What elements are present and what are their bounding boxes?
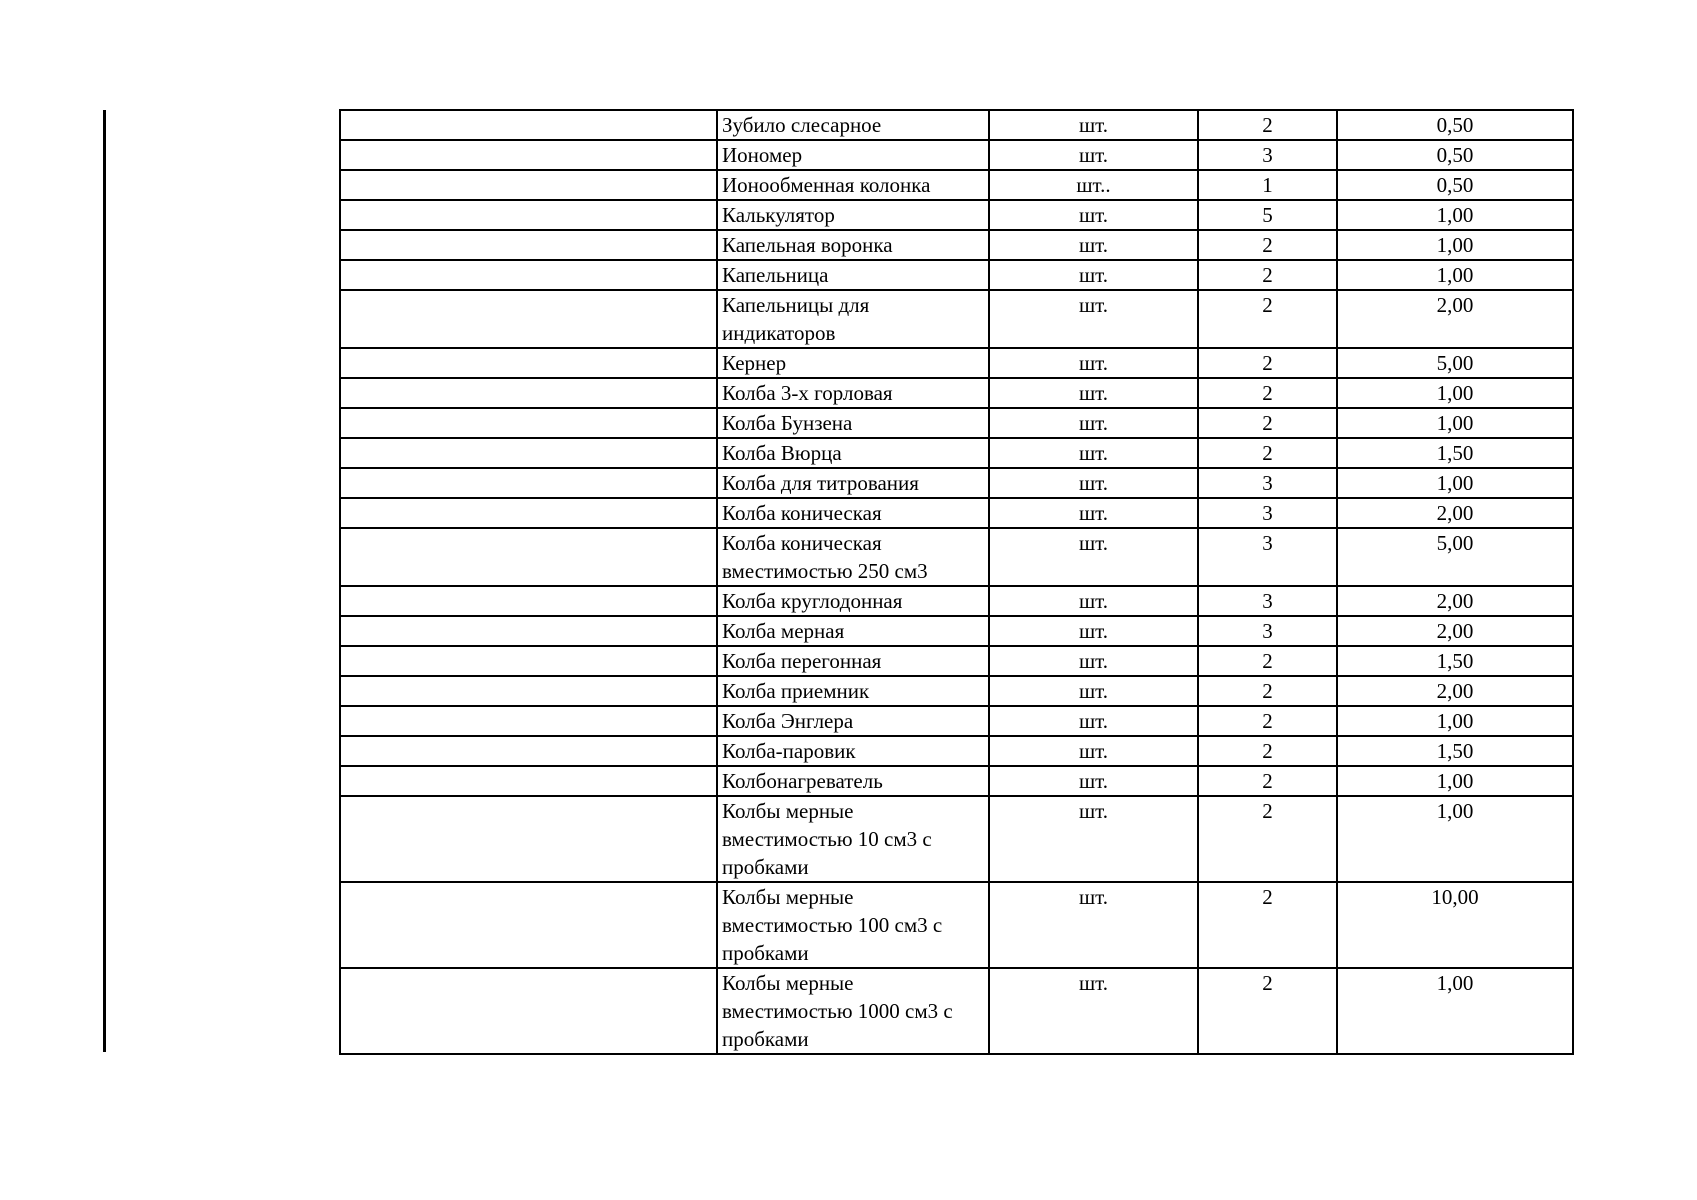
value-cell: 0,50 — [1337, 110, 1573, 140]
quantity-cell: 5 — [1198, 200, 1337, 230]
blank-cell — [340, 378, 717, 408]
quantity-cell: 3 — [1198, 586, 1337, 616]
unit-cell: шт. — [989, 408, 1198, 438]
blank-cell — [340, 968, 717, 1054]
unit-cell: шт. — [989, 290, 1198, 348]
quantity-cell: 2 — [1198, 796, 1337, 882]
value-cell: 1,00 — [1337, 230, 1573, 260]
value-cell: 5,00 — [1337, 348, 1573, 378]
quantity-cell: 2 — [1198, 736, 1337, 766]
quantity-cell: 2 — [1198, 230, 1337, 260]
blank-cell — [340, 170, 717, 200]
quantity-cell: 2 — [1198, 968, 1337, 1054]
table-row — [340, 586, 1573, 616]
unit-cell: шт. — [989, 498, 1198, 528]
table-row — [340, 968, 1573, 1054]
blank-cell — [340, 260, 717, 290]
item-name-cell: Колбы мерные вместимостью 1000 см3 с пробками — [717, 968, 989, 1054]
value-cell: 0,50 — [1337, 170, 1573, 200]
value-cell: 1,50 — [1337, 438, 1573, 468]
quantity-cell: 2 — [1198, 378, 1337, 408]
item-name-cell: Калькулятор — [717, 200, 989, 230]
table-row — [340, 528, 1573, 586]
table-row — [340, 348, 1573, 378]
item-name-cell: Колба Вюрца — [717, 438, 989, 468]
quantity-cell: 3 — [1198, 468, 1337, 498]
value-cell: 10,00 — [1337, 882, 1573, 968]
value-cell: 1,00 — [1337, 796, 1573, 882]
table-row — [340, 438, 1573, 468]
unit-cell: шт. — [989, 736, 1198, 766]
table-row — [340, 498, 1573, 528]
unit-cell: шт. — [989, 766, 1198, 796]
item-name-cell: Колбонагреватель — [717, 766, 989, 796]
quantity-cell: 2 — [1198, 110, 1337, 140]
blank-cell — [340, 140, 717, 170]
unit-cell: шт. — [989, 200, 1198, 230]
item-name-cell: Зубило слесарное — [717, 110, 989, 140]
item-name-cell: Колба коническая — [717, 498, 989, 528]
blank-cell — [340, 646, 717, 676]
item-name-cell: Колба 3-х горловая — [717, 378, 989, 408]
item-name-cell: Кернер — [717, 348, 989, 378]
equipment-table-body — [340, 110, 1573, 1054]
table-row — [340, 706, 1573, 736]
quantity-cell: 2 — [1198, 706, 1337, 736]
item-name-cell: Колба приемник — [717, 676, 989, 706]
blank-cell — [340, 766, 717, 796]
quantity-cell: 2 — [1198, 348, 1337, 378]
table-row — [340, 408, 1573, 438]
value-cell: 1,00 — [1337, 468, 1573, 498]
value-cell: 1,00 — [1337, 408, 1573, 438]
table-row — [340, 736, 1573, 766]
unit-cell: шт. — [989, 260, 1198, 290]
value-cell: 1,00 — [1337, 766, 1573, 796]
unit-cell: шт. — [989, 378, 1198, 408]
blank-cell — [340, 528, 717, 586]
blank-cell — [340, 706, 717, 736]
unit-cell: шт. — [989, 676, 1198, 706]
blank-cell — [340, 230, 717, 260]
value-cell: 1,00 — [1337, 968, 1573, 1054]
unit-cell: шт. — [989, 646, 1198, 676]
unit-cell: шт. — [989, 882, 1198, 968]
quantity-cell: 2 — [1198, 766, 1337, 796]
value-cell: 2,00 — [1337, 586, 1573, 616]
unit-cell: шт. — [989, 110, 1198, 140]
table-row — [340, 260, 1573, 290]
unit-cell: шт. — [989, 706, 1198, 736]
table-row — [340, 378, 1573, 408]
value-cell: 1,00 — [1337, 706, 1573, 736]
table-row — [340, 110, 1573, 140]
table-row — [340, 230, 1573, 260]
unit-cell: шт. — [989, 796, 1198, 882]
quantity-cell: 2 — [1198, 882, 1337, 968]
blank-cell — [340, 438, 717, 468]
unit-cell: шт. — [989, 586, 1198, 616]
value-cell: 1,50 — [1337, 736, 1573, 766]
unit-cell: шт. — [989, 348, 1198, 378]
unit-cell: шт. — [989, 140, 1198, 170]
item-name-cell: Капельная воронка — [717, 230, 989, 260]
blank-cell — [340, 200, 717, 230]
item-name-cell: Ионообменная колонка — [717, 170, 989, 200]
item-name-cell: Колбы мерные вместимостью 100 см3 с пробками — [717, 882, 989, 968]
item-name-cell: Колба Бунзена — [717, 408, 989, 438]
quantity-cell: 3 — [1198, 140, 1337, 170]
blank-cell — [340, 736, 717, 766]
quantity-cell: 1 — [1198, 170, 1337, 200]
item-name-cell: Капельницы для индикаторов — [717, 290, 989, 348]
value-cell: 1,00 — [1337, 260, 1573, 290]
blank-cell — [340, 408, 717, 438]
blank-cell — [340, 676, 717, 706]
item-name-cell: Колба Энглера — [717, 706, 989, 736]
unit-cell: шт. — [989, 468, 1198, 498]
blank-cell — [340, 468, 717, 498]
blank-cell — [340, 290, 717, 348]
unit-cell: шт. — [989, 528, 1198, 586]
value-cell: 1,50 — [1337, 646, 1573, 676]
item-name-cell: Колба коническая вместимостью 250 см3 — [717, 528, 989, 586]
blank-cell — [340, 348, 717, 378]
table-row — [340, 170, 1573, 200]
quantity-cell: 2 — [1198, 260, 1337, 290]
value-cell: 2,00 — [1337, 676, 1573, 706]
blank-cell — [340, 110, 717, 140]
blank-cell — [340, 616, 717, 646]
quantity-cell: 2 — [1198, 290, 1337, 348]
item-name-cell: Иономер — [717, 140, 989, 170]
blank-cell — [340, 498, 717, 528]
table-row — [340, 468, 1573, 498]
table-row — [340, 616, 1573, 646]
unit-cell: шт. — [989, 438, 1198, 468]
value-cell: 5,00 — [1337, 528, 1573, 586]
value-cell: 1,00 — [1337, 378, 1573, 408]
table-row — [340, 766, 1573, 796]
table-row — [340, 882, 1573, 968]
table-row — [340, 796, 1573, 882]
table-row — [340, 200, 1573, 230]
quantity-cell: 3 — [1198, 498, 1337, 528]
quantity-cell: 2 — [1198, 408, 1337, 438]
unit-cell: шт. — [989, 968, 1198, 1054]
value-cell: 2,00 — [1337, 616, 1573, 646]
table-row — [340, 140, 1573, 170]
unit-cell: шт.. — [989, 170, 1198, 200]
quantity-cell: 2 — [1198, 676, 1337, 706]
blank-cell — [340, 586, 717, 616]
equipment-table — [339, 109, 1574, 1055]
item-name-cell: Колба мерная — [717, 616, 989, 646]
quantity-cell: 3 — [1198, 528, 1337, 586]
item-name-cell: Капельница — [717, 260, 989, 290]
table-row — [340, 290, 1573, 348]
value-cell: 2,00 — [1337, 290, 1573, 348]
left-margin-rule — [103, 110, 106, 1052]
quantity-cell: 2 — [1198, 646, 1337, 676]
value-cell: 2,00 — [1337, 498, 1573, 528]
value-cell: 1,00 — [1337, 200, 1573, 230]
quantity-cell: 3 — [1198, 616, 1337, 646]
item-name-cell: Колба-паровик — [717, 736, 989, 766]
unit-cell: шт. — [989, 616, 1198, 646]
item-name-cell: Колба для титрования — [717, 468, 989, 498]
blank-cell — [340, 796, 717, 882]
unit-cell: шт. — [989, 230, 1198, 260]
table-row — [340, 676, 1573, 706]
item-name-cell: Колба круглодонная — [717, 586, 989, 616]
table-row — [340, 646, 1573, 676]
quantity-cell: 2 — [1198, 438, 1337, 468]
item-name-cell: Колба перегонная — [717, 646, 989, 676]
value-cell: 0,50 — [1337, 140, 1573, 170]
blank-cell — [340, 882, 717, 968]
item-name-cell: Колбы мерные вместимостью 10 см3 с пробками — [717, 796, 989, 882]
